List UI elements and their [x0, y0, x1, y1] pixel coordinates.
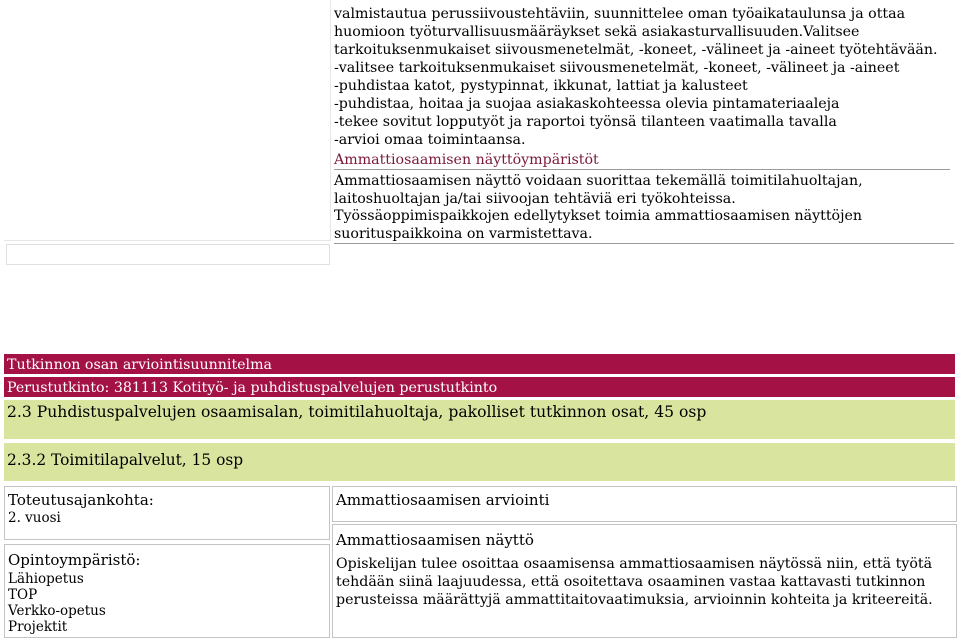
environment-item: Verkko-opetus	[8, 603, 106, 619]
demonstration-heading: Ammattiosaamisen näyttö	[336, 531, 534, 549]
degree-band	[4, 377, 955, 397]
assessment-heading: Ammattiosaamisen arviointi	[336, 491, 550, 509]
area-band	[4, 400, 955, 439]
environment-label: Opintoympäristö:	[8, 551, 141, 569]
environment-paragraph: Ammattiosaamisen näyttö voidaan suorittaa tekemällä toimitilahuoltajan, laitoshuoltajan ja/tai siivoojan tehtäviä eri työkohteissa.	[334, 173, 863, 207]
timing-label: Toteutusajankohta:	[8, 491, 154, 509]
bullet-item: -puhdistaa, hoitaa ja suojaa asiakaskohteessa olevia pintamateriaaleja	[334, 96, 840, 112]
bullet-item: -arvioi omaa toimintaansa.	[334, 132, 526, 148]
timing-cell	[4, 486, 330, 540]
unit-title: 2.3.2 Toimitilapalvelut, 15 osp	[7, 451, 244, 469]
environment-cell	[4, 544, 330, 638]
environment-item: TOP	[8, 587, 38, 603]
degree-title: Perustutkinto: 381113 Kotityö- ja puhdistuspalvelujen perustutkinto	[7, 380, 498, 396]
timing-value: 2. vuosi	[8, 510, 61, 526]
demonstration-cell	[332, 524, 957, 638]
demonstration-text: Opiskelijan tulee osoittaa osaamisensa ammattiosaamisen näytössä niin, että työtä tehdään siinä laajuudessa, että osoitettava osaaminen vastaa kattavasti tutkinnon perusteissa määrättyjä ammattitaitovaatimuksia, arvioinnin kohteita ja kriteereitä.	[336, 556, 933, 608]
bullet-item: -puhdistaa katot, pystypinnat, ikkunat, lattiat ja kalusteet	[334, 78, 748, 94]
bullet-item: -tekee sovitut lopputyöt ja raportoi työnsä tilanteen vaatimalla tavalla	[334, 114, 837, 130]
empty-cell	[6, 244, 330, 265]
plan-title-band	[4, 354, 955, 374]
environment-item: Projektit	[8, 619, 68, 635]
plan-title: Tutkinnon osan arviointisuunnitelma	[7, 357, 272, 373]
unit-band	[4, 443, 955, 481]
intro-paragraph: valmistautua perussiivoustehtäviin, suunnittelee oman työaikataulunsa ja ottaa huomioon työturvallisuusmääräykset sekä asiakasturvallisuuden.Valitsee tarkoituksenmukaiset siivousmenetelmät, -koneet, -välineet ja -aineet työtehtävään.	[334, 6, 938, 58]
workplace-paragraph: Työssäoppimispaikkojen edellytykset toimia ammattiosaamisen näyttöjen suorituspaikkoina on varmistettava.	[334, 207, 954, 244]
area-title: 2.3 Puhdistuspalvelujen osaamisalan, toimitilahuoltaja, pakolliset tutkinnon osat, 45 osp	[7, 403, 707, 421]
assessment-cell	[332, 486, 957, 522]
environment-item: Lähiopetus	[8, 571, 84, 587]
environment-heading: Ammattiosaamisen näyttöympäristöt	[334, 151, 950, 170]
bullet-item: -valitsee tarkoituksenmukaiset siivousmenetelmät, -koneet, -välineet ja -aineet	[334, 60, 900, 76]
top-left-cell	[4, 0, 331, 241]
